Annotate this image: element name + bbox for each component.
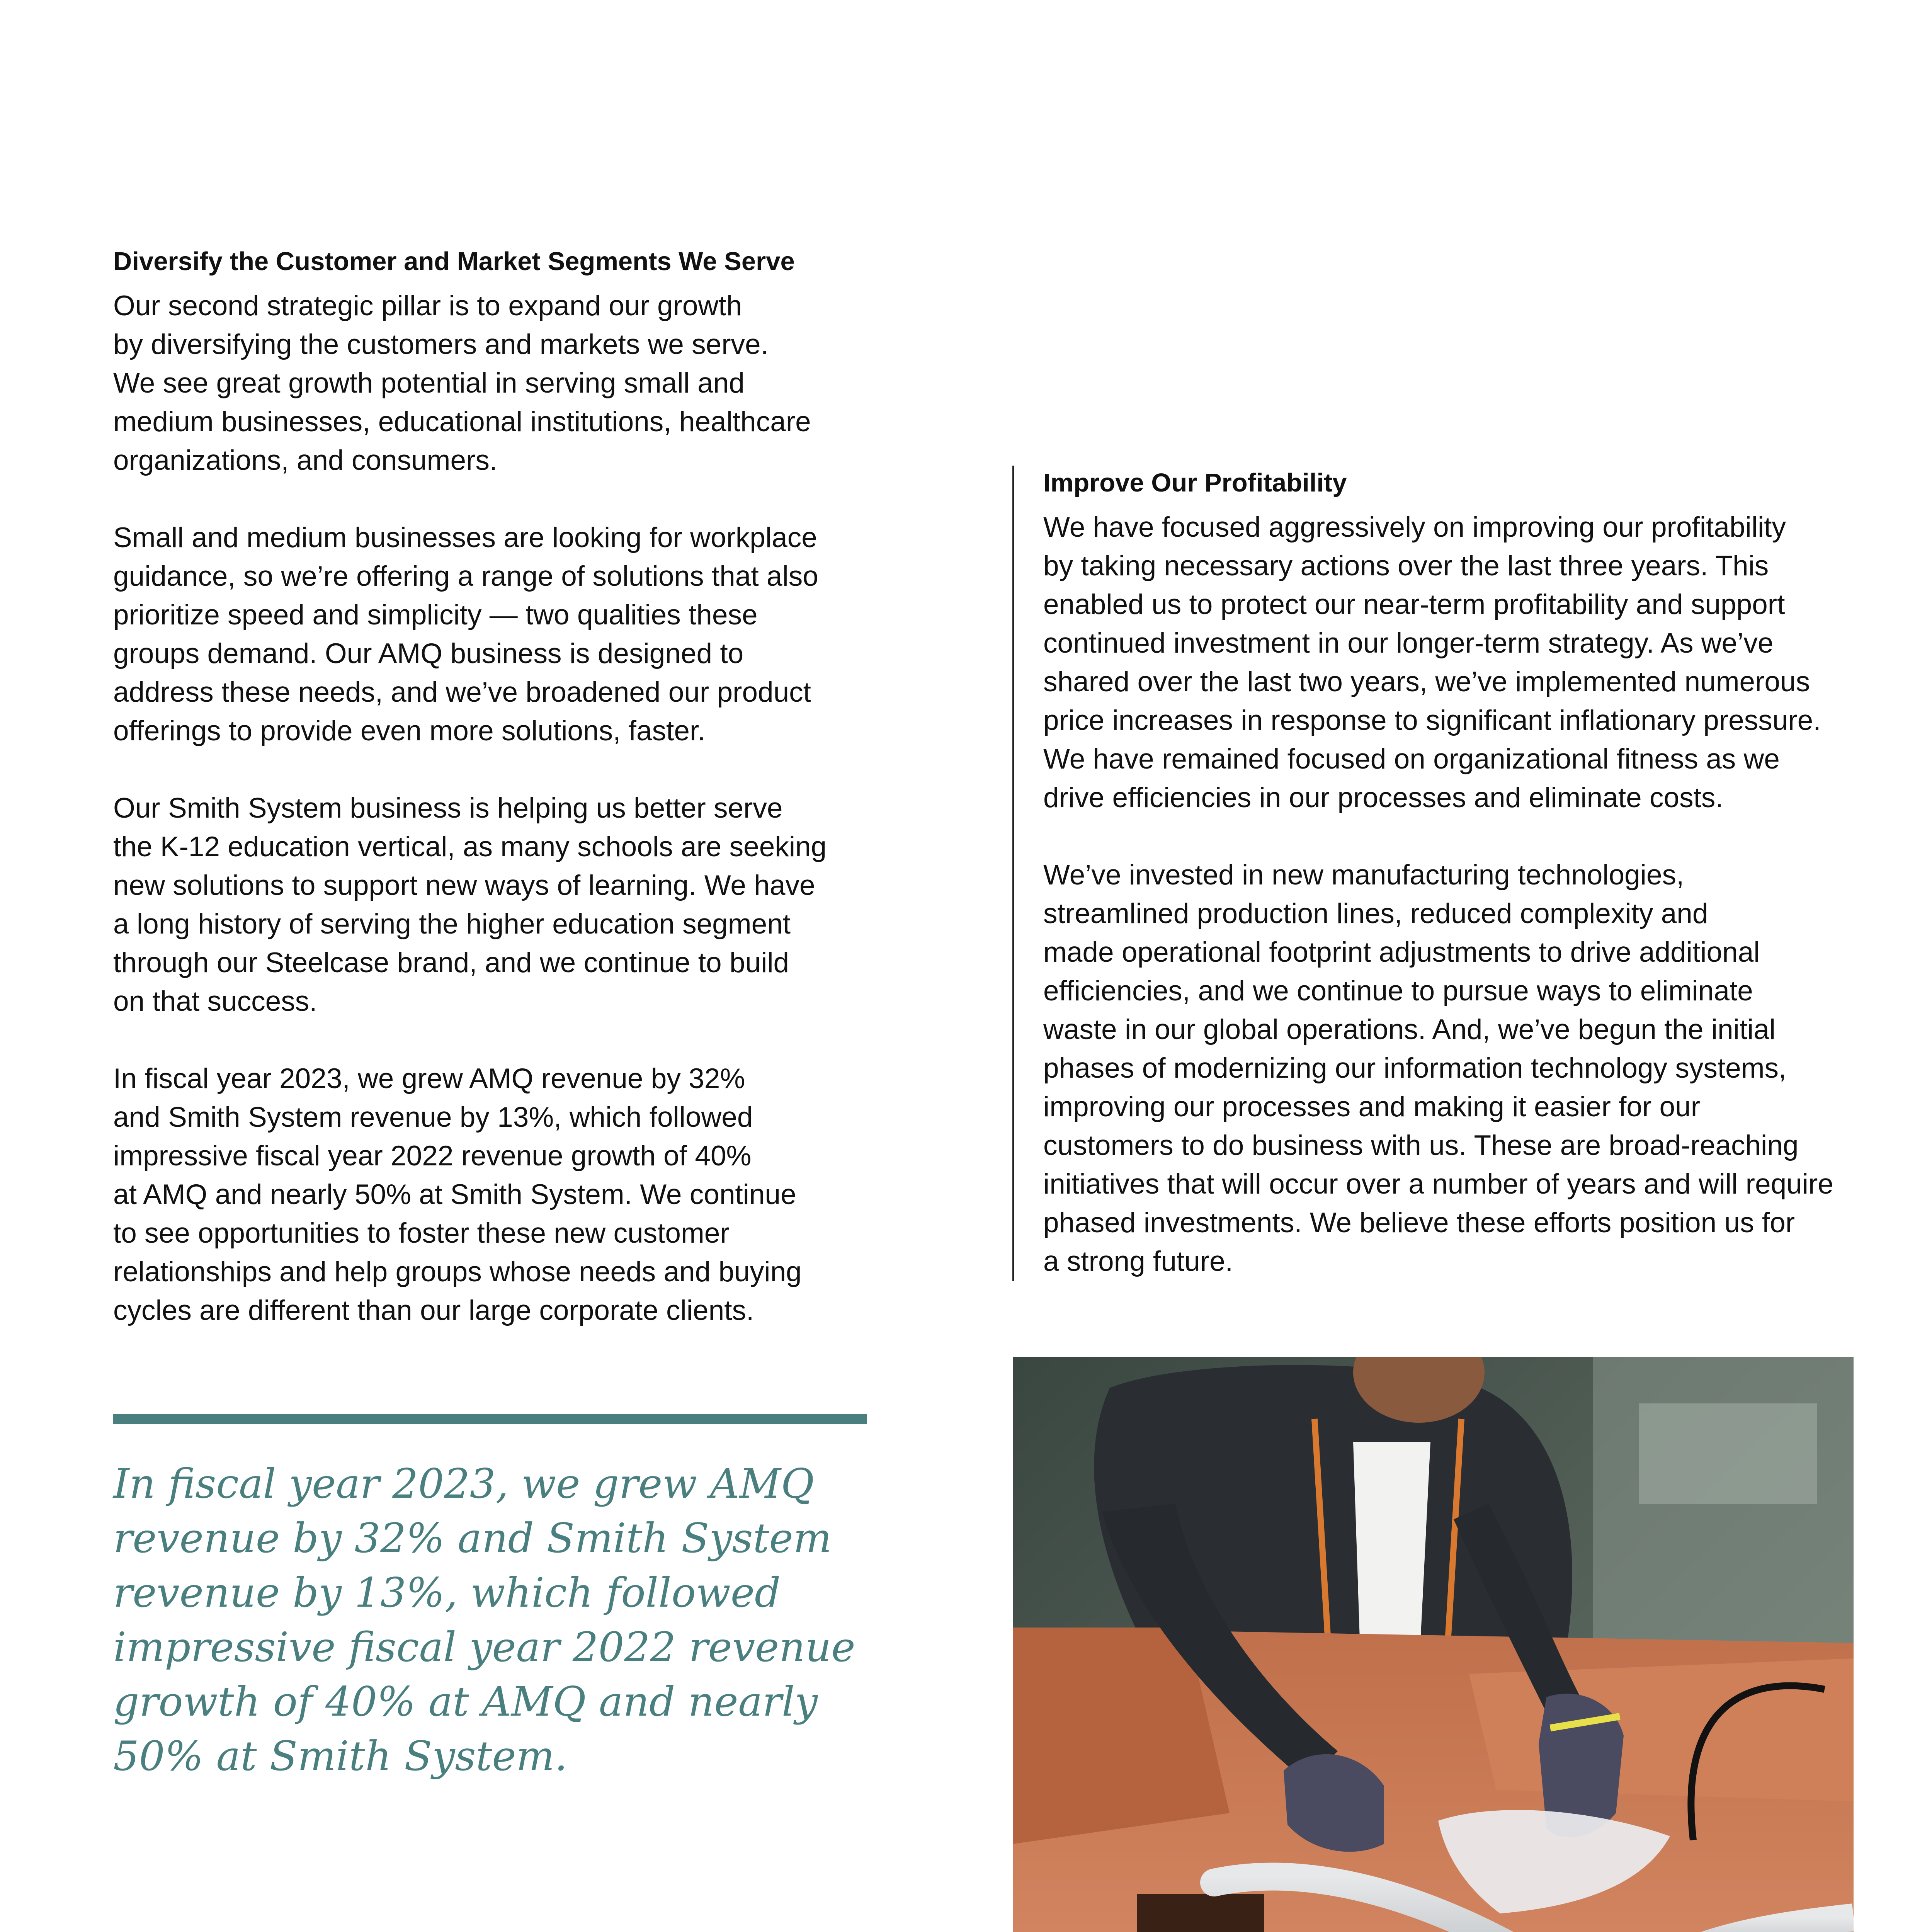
- text-line: We have focused aggressively on improving our profitability: [1043, 512, 1786, 543]
- text-line: made operational footprint adjustments to drive additional: [1043, 937, 1760, 968]
- text-line: new solutions to support new ways of learning. We have: [113, 870, 815, 901]
- paragraph: [113, 1060, 882, 1330]
- pull-quote-line: growth of 40% at AMQ and nearly: [113, 1678, 818, 1725]
- text-line: phased investments. We believe these efforts position us for: [1043, 1207, 1795, 1238]
- text-line: offerings to provide even more solutions, faster.: [113, 715, 706, 747]
- pull-quote-line: revenue by 13%, which followed: [113, 1569, 781, 1616]
- paragraph: [113, 789, 882, 1021]
- section-heading-profitability: Improve Our Profitability: [1043, 468, 1347, 497]
- pull-quote-line: In fiscal year 2023, we grew AMQ: [113, 1460, 814, 1507]
- section-heading-diversify: Diversify the Customer and Market Segments We Serve: [113, 247, 795, 276]
- text-line: enabled us to protect our near-term profitability and support: [1043, 589, 1785, 620]
- text-line: cycles are different than our large corporate clients.: [113, 1295, 754, 1326]
- text-line: phases of modernizing our information technology systems,: [1043, 1053, 1787, 1084]
- text-line: at AMQ and nearly 50% at Smith System. We continue: [113, 1179, 796, 1210]
- text-line: guidance, so we’re offering a range of solutions that also: [113, 561, 818, 592]
- text-line: Our second strategic pillar is to expand our growth: [113, 290, 742, 321]
- text-line: In fiscal year 2023, we grew AMQ revenue by 32%: [113, 1063, 745, 1094]
- text-line: continued investment in our longer-term strategy. As we’ve: [1043, 628, 1774, 659]
- text-line: We have remained focused on organizational fitness as we: [1043, 743, 1780, 775]
- pull-quote-rule: [113, 1414, 867, 1424]
- text-line: drive efficiencies in our processes and eliminate costs.: [1043, 782, 1723, 813]
- pull-quote-line: impressive fiscal year 2022 revenue: [113, 1624, 855, 1671]
- text-line: initiatives that will occur over a number of years and will require: [1043, 1168, 1833, 1200]
- paragraph: [1043, 508, 1901, 817]
- pull-quote-line: revenue by 32% and Smith System: [113, 1515, 832, 1562]
- text-line: relationships and help groups whose needs and buying: [113, 1256, 802, 1287]
- pull-quote: [113, 1457, 886, 1784]
- text-line: customers to do business with us. These are broad-reaching: [1043, 1130, 1799, 1161]
- pull-quote-line: 50% at Smith System.: [113, 1733, 568, 1780]
- text-line: Our Smith System business is helping us better serve: [113, 793, 783, 824]
- text-line: and Smith System revenue by 13%, which followed: [113, 1102, 753, 1133]
- text-line: shared over the last two years, we’ve implemented numerous: [1043, 666, 1810, 697]
- text-line: We’ve invested in new manufacturing technologies,: [1043, 859, 1684, 891]
- text-line: price increases in response to significant inflationary pressure.: [1043, 705, 1821, 736]
- text-line: streamlined production lines, reduced complexity and: [1043, 898, 1708, 929]
- right-column: [1012, 466, 1901, 1281]
- text-line: groups demand. Our AMQ business is designed to: [113, 638, 744, 669]
- paragraph: [113, 519, 882, 750]
- text-line: impressive fiscal year 2022 revenue growth of 40%: [113, 1140, 752, 1172]
- left-column: [113, 244, 882, 1330]
- text-line: organizations, and consumers.: [113, 445, 498, 476]
- text-line: a strong future.: [1043, 1246, 1233, 1277]
- text-line: waste in our global operations. And, we’ve begun the initial: [1043, 1014, 1776, 1045]
- text-line: by taking necessary actions over the last three years. This: [1043, 550, 1769, 582]
- factory-worker-photo: [1013, 1357, 1854, 1932]
- text-line: a long history of serving the higher education segment: [113, 908, 791, 940]
- text-line: improving our processes and making it easier for our: [1043, 1091, 1701, 1122]
- text-line: on that success.: [113, 986, 317, 1017]
- text-line: address these needs, and we’ve broadened our product: [113, 677, 811, 708]
- text-line: medium businesses, educational institutions, healthcare: [113, 406, 811, 437]
- text-line: by diversifying the customers and markets we serve.: [113, 329, 769, 360]
- paragraph: [113, 287, 882, 480]
- text-line: the K-12 education vertical, as many schools are seeking: [113, 831, 827, 862]
- text-line: Small and medium businesses are looking for workplace: [113, 522, 817, 553]
- text-line: efficiencies, and we continue to pursue ways to eliminate: [1043, 975, 1753, 1007]
- text-line: to see opportunities to foster these new customer: [113, 1218, 730, 1249]
- paragraph: [1043, 856, 1901, 1281]
- text-line: through our Steelcase brand, and we continue to build: [113, 947, 789, 978]
- text-line: We see great growth potential in serving small and: [113, 367, 745, 399]
- text-line: prioritize speed and simplicity — two qualities these: [113, 599, 758, 631]
